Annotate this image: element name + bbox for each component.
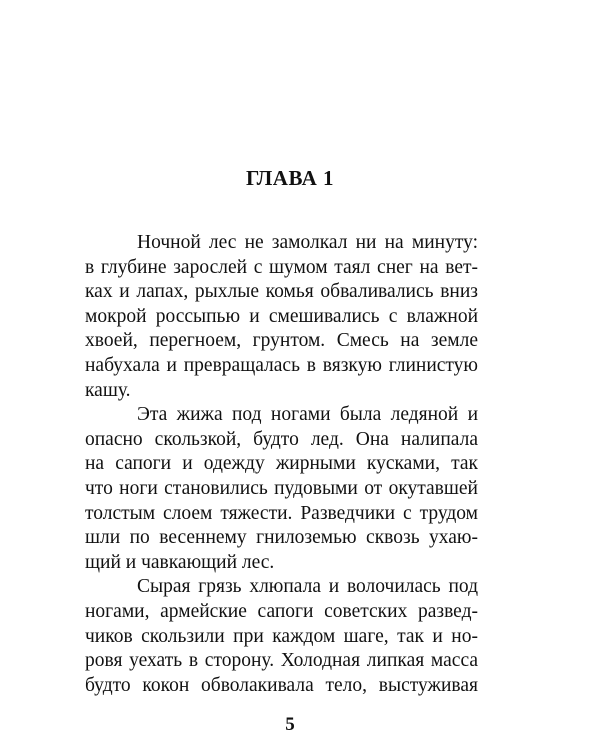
paragraph — [85, 403, 478, 575]
paragraph — [85, 231, 478, 403]
text-line: на сапоги и одежду жирными кусками, так — [85, 453, 478, 475]
page-number: 5 — [285, 714, 295, 735]
text-line: в глубине зарослей с шумом таял снег на вет- — [85, 256, 478, 278]
text-line: мокрой россыпью и смешивались с влажной — [85, 305, 478, 327]
text-line: щий и чавкающий лес. — [85, 551, 275, 573]
text-line: что ноги становились пудовыми от окутавшей — [85, 477, 478, 499]
text-line: Сырая грязь хлюпала и волочилась под — [137, 576, 478, 598]
text-line: Ночной лес не замолкал ни на минуту: — [137, 232, 478, 253]
text-line: хвоей, перегноем, грунтом. Смесь на земле — [85, 330, 478, 352]
body-text — [85, 231, 478, 698]
text-line: ровя уехать в сторону. Холодная липкая масса — [85, 650, 478, 672]
text-line: опасно скользкой, будто лед. Она налипала — [85, 428, 478, 450]
chapter-title: ГЛАВА 1 — [245, 166, 335, 190]
text-line: набухала и превращалась в вязкую глинистую — [85, 354, 478, 376]
paragraph — [85, 575, 478, 698]
text-line: шли по весеннему гнилоземью сквозь ухаю- — [85, 527, 478, 549]
text-line: ногами, армейские сапоги советских развед- — [85, 600, 478, 622]
text-line: толстым слоем тяжести. Разведчики с трудом — [85, 502, 478, 524]
text-line: чиков скользили при каждом шаге, так и но- — [85, 625, 478, 647]
text-line: будто кокон обволакивала тело, выстуживая — [85, 674, 478, 696]
text-line: ках и лапах, рыхлые комья обваливались вниз — [85, 281, 478, 303]
text-line: Эта жижа под ногами была ледяной и — [137, 404, 478, 426]
text-line: кашу. — [85, 379, 131, 401]
